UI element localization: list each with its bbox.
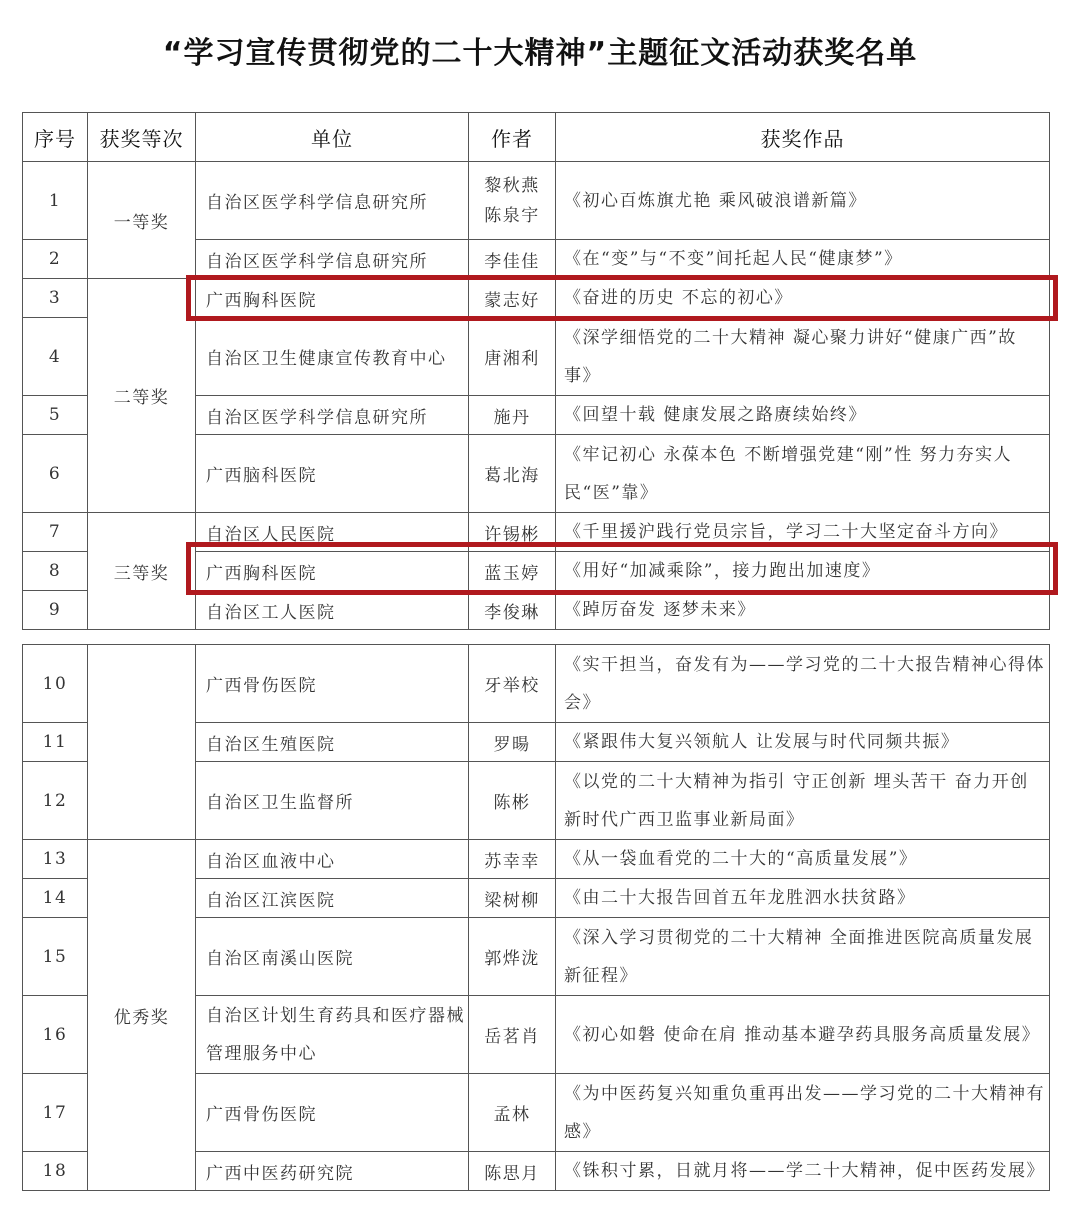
row-number: 6 — [23, 435, 88, 513]
award-level-blank — [88, 645, 196, 840]
row-unit: 广西中医药研究院 — [196, 1152, 469, 1191]
row-work: 《以党的二十大精神为指引 守正创新 埋头苦干 奋力开创新时代广西卫监事业新局面》 — [556, 762, 1050, 840]
row-unit: 自治区计划生育药具和医疗器械管理服务中心 — [196, 996, 469, 1074]
awards-table-part-2 — [22, 644, 1050, 1191]
award-level-excellent: 优秀奖 — [88, 840, 196, 1191]
row-author: 蓝玉婷 — [469, 552, 556, 591]
row-number: 8 — [23, 552, 88, 591]
author-name: 黎秋燕 — [484, 175, 540, 196]
row-work: 《初心如磐 使命在肩 推动基本避孕药具服务高质量发展》 — [556, 996, 1050, 1074]
table-row — [23, 645, 1050, 723]
row-number: 1 — [23, 162, 88, 240]
row-number: 18 — [23, 1152, 88, 1191]
row-author: 牙举校 — [469, 645, 556, 723]
header-unit: 单位 — [196, 113, 469, 162]
row-unit: 自治区医学科学信息研究所 — [196, 240, 469, 279]
header-award: 获奖等次 — [88, 113, 196, 162]
row-work: 《千里援沪践行党员宗旨，学习二十大坚定奋斗方向》 — [556, 513, 1050, 552]
row-author: 梁树柳 — [469, 879, 556, 918]
row-number: 15 — [23, 918, 88, 996]
row-author: 苏幸幸 — [469, 840, 556, 879]
row-number: 2 — [23, 240, 88, 279]
row-author: 蒙志好 — [469, 279, 556, 318]
row-number: 10 — [23, 645, 88, 723]
header-work: 获奖作品 — [556, 113, 1050, 162]
row-unit: 自治区血液中心 — [196, 840, 469, 879]
row-number: 5 — [23, 396, 88, 435]
row-work: 《实干担当，奋发有为——学习党的二十大报告精神心得体会》 — [556, 645, 1050, 723]
row-number: 4 — [23, 318, 88, 396]
row-number: 13 — [23, 840, 88, 879]
row-number: 17 — [23, 1074, 88, 1152]
row-unit: 自治区卫生健康宣传教育中心 — [196, 318, 469, 396]
row-unit: 自治区卫生监督所 — [196, 762, 469, 840]
row-unit: 广西胸科医院 — [196, 552, 469, 591]
row-author: 许锡彬 — [469, 513, 556, 552]
row-number: 3 — [23, 279, 88, 318]
row-author — [469, 162, 556, 240]
table-row — [23, 840, 1050, 879]
row-work: 《由二十大报告回首五年龙胜泗水扶贫路》 — [556, 879, 1050, 918]
row-work: 《为中医药复兴知重负重再出发——学习党的二十大精神有感》 — [556, 1074, 1050, 1152]
row-number: 9 — [23, 591, 88, 630]
row-author: 李佳佳 — [469, 240, 556, 279]
row-unit: 广西骨伤医院 — [196, 1074, 469, 1152]
row-number: 7 — [23, 513, 88, 552]
row-unit: 自治区江滨医院 — [196, 879, 469, 918]
award-level-third: 三等奖 — [88, 513, 196, 630]
row-work: 《深入学习贯彻党的二十大精神 全面推进医院高质量发展新征程》 — [556, 918, 1050, 996]
row-work: 《奋进的历史 不忘的初心》 — [556, 279, 1050, 318]
row-author: 岳茗肖 — [469, 996, 556, 1074]
row-author: 唐湘利 — [469, 318, 556, 396]
table-row — [23, 513, 1050, 552]
author-name: 陈泉宇 — [484, 205, 540, 226]
row-work: 《回望十载 健康发展之路赓续始终》 — [556, 396, 1050, 435]
row-work: 《深学细悟党的二十大精神 凝心聚力讲好“健康广西”故事》 — [556, 318, 1050, 396]
row-number: 14 — [23, 879, 88, 918]
awards-table-part-1 — [22, 112, 1050, 630]
row-work: 《在“变”与“不变”间托起人民“健康梦”》 — [556, 240, 1050, 279]
row-author: 施丹 — [469, 396, 556, 435]
row-author: 陈彬 — [469, 762, 556, 840]
table-header-row — [23, 113, 1050, 162]
row-work: 《紧跟伟大复兴领航人 让发展与时代同频共振》 — [556, 723, 1050, 762]
row-work: 《铢积寸累，日就月将——学二十大精神，促中医药发展》 — [556, 1152, 1050, 1191]
table-row — [23, 162, 1050, 240]
row-author: 孟林 — [469, 1074, 556, 1152]
row-unit: 自治区生殖医院 — [196, 723, 469, 762]
row-unit: 广西胸科医院 — [196, 279, 469, 318]
row-work: 《从一袋血看党的二十大的“高质量发展”》 — [556, 840, 1050, 879]
row-unit: 广西脑科医院 — [196, 435, 469, 513]
page-title: “学习宣传贯彻党的二十大精神”主题征文活动获奖名单 — [162, 36, 918, 71]
row-author: 葛北海 — [469, 435, 556, 513]
row-unit: 自治区医学科学信息研究所 — [196, 396, 469, 435]
row-work: 《牢记初心 永葆本色 不断增强党建“刚”性 努力夯实人民“医”靠》 — [556, 435, 1050, 513]
award-level-first: 一等奖 — [88, 162, 196, 279]
row-author: 陈思月 — [469, 1152, 556, 1191]
award-level-second: 二等奖 — [88, 279, 196, 513]
row-work: 《用好“加减乘除”，接力跑出加速度》 — [556, 552, 1050, 591]
row-number: 11 — [23, 723, 88, 762]
row-unit: 自治区医学科学信息研究所 — [196, 162, 469, 240]
row-unit: 广西骨伤医院 — [196, 645, 469, 723]
row-number: 12 — [23, 762, 88, 840]
row-unit: 自治区工人医院 — [196, 591, 469, 630]
row-unit: 自治区南溪山医院 — [196, 918, 469, 996]
row-number: 16 — [23, 996, 88, 1074]
row-work: 《踔厉奋发 逐梦未来》 — [556, 591, 1050, 630]
header-number: 序号 — [23, 113, 88, 162]
row-author: 罗暘 — [469, 723, 556, 762]
header-author: 作者 — [469, 113, 556, 162]
table-row — [23, 279, 1050, 318]
row-work: 《初心百炼旗尤艳 乘风破浪谱新篇》 — [556, 162, 1050, 240]
row-author: 郭烨泷 — [469, 918, 556, 996]
row-unit: 自治区人民医院 — [196, 513, 469, 552]
row-author: 李俊琳 — [469, 591, 556, 630]
